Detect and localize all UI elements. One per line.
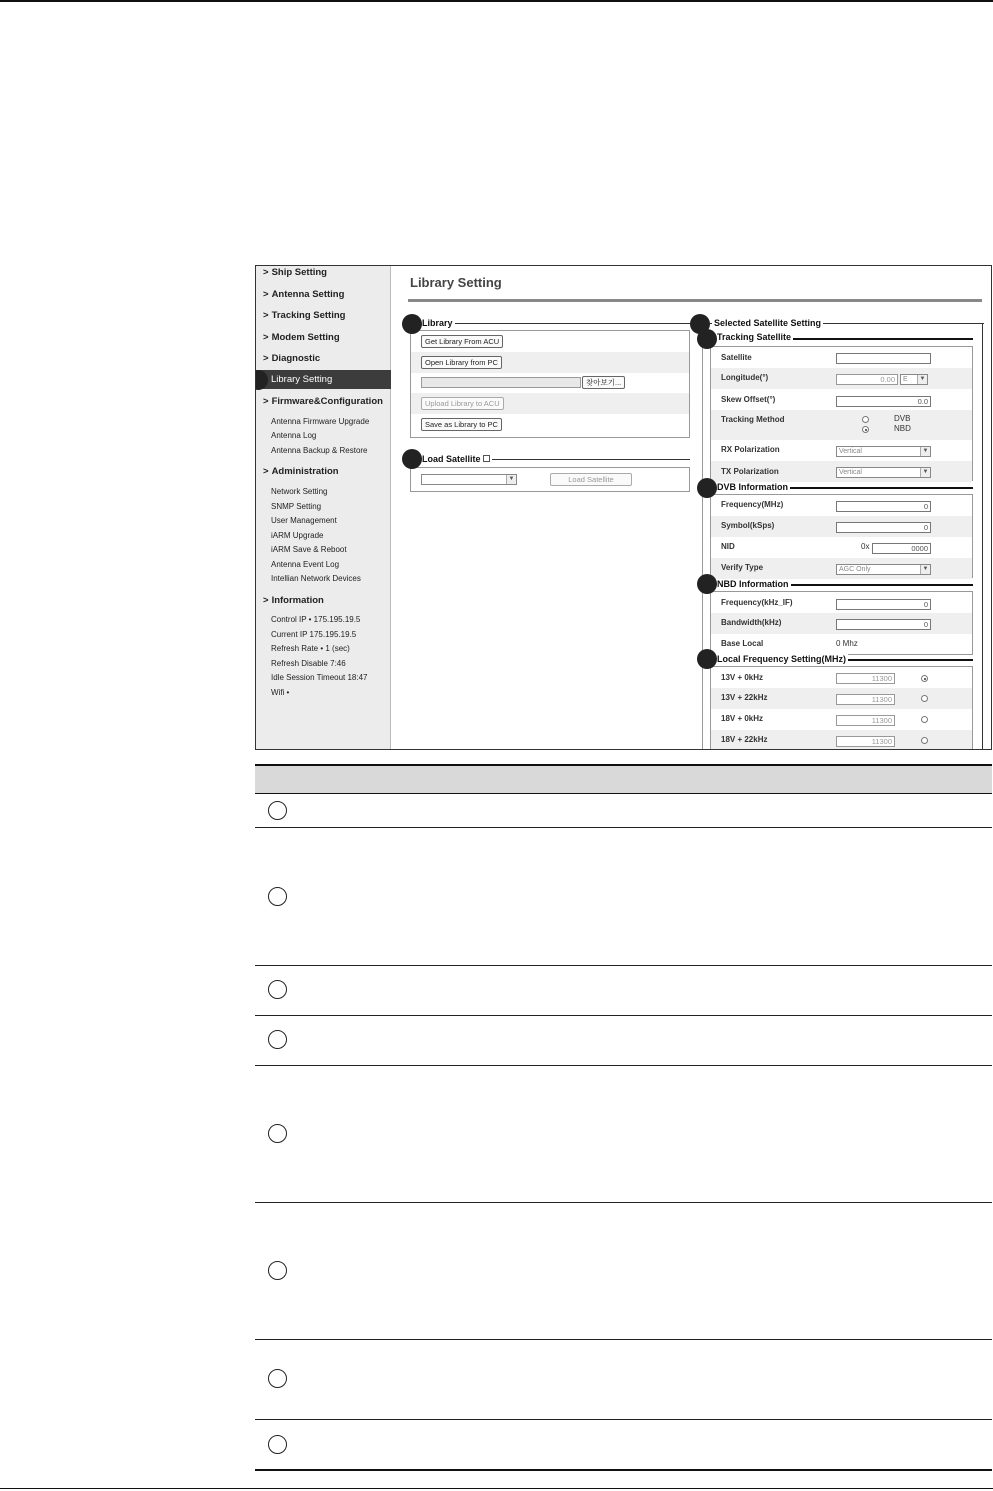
tx-polarization-label: TX Polarization bbox=[721, 467, 779, 476]
open-library-button[interactable]: Open Library from PC bbox=[421, 356, 502, 369]
row-number-circle bbox=[268, 1261, 287, 1280]
skew-offset-label: Skew Offset(°) bbox=[721, 395, 776, 404]
dvb-row bbox=[711, 558, 972, 579]
row-number-circle bbox=[268, 980, 287, 999]
callout-marker bbox=[697, 574, 717, 594]
dvb-frequency-label: Frequency(MHz) bbox=[721, 500, 784, 509]
nav-snmp-setting[interactable]: SNMP Setting bbox=[271, 502, 322, 511]
row-number-circle bbox=[268, 1435, 287, 1454]
nbd-frequency-input[interactable]: 0 bbox=[836, 599, 931, 610]
chevron-down-icon: ▼ bbox=[920, 565, 930, 574]
chevron-right-icon: > bbox=[263, 310, 269, 321]
table-row bbox=[255, 966, 992, 1016]
lo-row-label: 18V + 0kHz bbox=[721, 714, 764, 723]
local-frequency-legend: Local Frequency Setting(MHz) bbox=[717, 654, 847, 664]
chevron-right-icon: > bbox=[263, 396, 269, 407]
chevron-right-icon: > bbox=[263, 267, 269, 278]
satellite-input[interactable] bbox=[836, 353, 931, 364]
lo-row bbox=[711, 688, 972, 709]
tracking-row bbox=[711, 440, 972, 461]
info-current-ip: Current IP 175.195.19.5 bbox=[271, 630, 357, 639]
satellite-select[interactable] bbox=[421, 474, 517, 485]
callout-marker bbox=[402, 314, 422, 334]
nav-iarm-save-reboot[interactable]: iARM Save & Reboot bbox=[271, 545, 347, 554]
library-row bbox=[411, 393, 689, 414]
verify-type-select[interactable]: AGC Only ▼ bbox=[836, 564, 931, 575]
dvb-symbol-input[interactable]: 0 bbox=[836, 522, 931, 533]
tracking-row bbox=[711, 461, 972, 482]
upload-library-button[interactable]: Upload Library to ACU bbox=[421, 397, 504, 410]
nav-iarm-upgrade[interactable]: iARM Upgrade bbox=[271, 531, 324, 540]
lo-select-radio[interactable] bbox=[921, 675, 928, 682]
longitude-direction-select[interactable]: E ▼ bbox=[900, 374, 928, 385]
chevron-right-icon: > bbox=[263, 289, 269, 300]
skew-offset-input[interactable]: 0.0 bbox=[836, 396, 931, 407]
nbd-box bbox=[710, 591, 973, 655]
lo-select-radio[interactable] bbox=[921, 695, 928, 702]
dvb-box bbox=[710, 494, 973, 578]
load-satellite-legend: Load Satellite bbox=[420, 454, 492, 464]
selected-left-border bbox=[702, 337, 703, 749]
callout-marker bbox=[697, 478, 717, 498]
nav-administration[interactable]: > Administration bbox=[263, 466, 339, 477]
library-file-input[interactable] bbox=[421, 377, 581, 388]
nbd-frequency-label: Frequency(kHz_IF) bbox=[721, 598, 793, 607]
library-legend: Library bbox=[422, 318, 453, 328]
callout-marker bbox=[697, 329, 717, 349]
row-number-circle bbox=[268, 887, 287, 906]
nbd-information-legend: NBD Information bbox=[717, 579, 789, 589]
library-row bbox=[411, 352, 689, 373]
lo-row bbox=[711, 730, 972, 750]
get-library-button[interactable]: Get Library From ACU bbox=[421, 335, 503, 348]
page-top-rule bbox=[0, 0, 993, 2]
verify-type-label: Verify Type bbox=[721, 563, 764, 572]
dvb-row bbox=[711, 516, 972, 537]
longitude-input[interactable]: 0.00 bbox=[836, 374, 898, 385]
nav-network-setting[interactable]: Network Setting bbox=[271, 487, 328, 496]
row-number-circle bbox=[268, 801, 287, 820]
lo-value-input[interactable]: 11300 bbox=[836, 736, 895, 747]
lo-row-label: 13V + 0kHz bbox=[721, 673, 764, 682]
tracking-box bbox=[710, 346, 973, 481]
dvb-row bbox=[711, 495, 972, 516]
callout-marker bbox=[402, 449, 422, 469]
base-local-value: 0 Mhz bbox=[836, 639, 858, 648]
lo-value-input[interactable]: 11300 bbox=[836, 715, 895, 726]
nav-diagnostic[interactable]: > Diagnostic bbox=[263, 353, 321, 364]
chevron-right-icon: > bbox=[263, 595, 269, 606]
selected-satellite-legend: Selected Satellite Setting bbox=[714, 318, 822, 328]
nbd-row bbox=[711, 613, 972, 634]
nav-library-setting[interactable]: Library Setting bbox=[256, 370, 391, 389]
lo-select-radio[interactable] bbox=[921, 716, 928, 723]
page-title: Library Setting bbox=[410, 275, 502, 290]
lo-row bbox=[711, 667, 972, 688]
sidebar bbox=[256, 266, 391, 749]
table-row bbox=[255, 1420, 992, 1471]
nav-modem-setting[interactable]: > Modem Setting bbox=[263, 332, 340, 343]
callout-marker bbox=[697, 649, 717, 669]
nav-intellian-network-devices[interactable]: Intellian Network Devices bbox=[271, 574, 361, 583]
method-dvb-label: DVB bbox=[894, 414, 911, 423]
method-nbd-label: NBD bbox=[894, 424, 911, 433]
info-refresh-disable: Refresh Disable 7:46 bbox=[271, 659, 346, 668]
lo-select-radio[interactable] bbox=[921, 737, 928, 744]
nid-prefix: 0x bbox=[861, 542, 870, 551]
info-wifi: Wifi • bbox=[271, 688, 290, 697]
library-row bbox=[411, 414, 689, 435]
satellite-label: Satellite bbox=[721, 353, 752, 362]
tx-polarization-select[interactable]: Vertical ▼ bbox=[836, 467, 931, 478]
chevron-down-icon: ▼ bbox=[920, 468, 930, 477]
main-panel bbox=[392, 266, 992, 749]
tracking-method-label: Tracking Method bbox=[721, 415, 785, 424]
title-divider bbox=[408, 299, 982, 302]
nav-information[interactable]: > Information bbox=[263, 595, 324, 606]
nav-firmware-configuration[interactable]: > Firmware&Configuration bbox=[263, 396, 383, 407]
table-header bbox=[255, 764, 992, 794]
nav-antenna-backup-restore[interactable]: Antenna Backup & Restore bbox=[271, 446, 368, 455]
tracking-satellite-legend: Tracking Satellite bbox=[717, 332, 792, 342]
lo-row bbox=[711, 709, 972, 730]
chevron-down-icon: ▼ bbox=[506, 475, 516, 484]
tracking-row bbox=[711, 389, 972, 410]
table-row bbox=[255, 1203, 992, 1340]
nav-antenna-event-log[interactable]: Antenna Event Log bbox=[271, 560, 340, 569]
lo-box bbox=[710, 666, 973, 750]
load-satellite-button[interactable]: Load Satellite bbox=[550, 473, 632, 486]
nbd-row bbox=[711, 592, 972, 613]
load-satellite-box bbox=[410, 467, 690, 492]
table-row bbox=[255, 828, 992, 966]
dvb-row bbox=[711, 537, 972, 558]
table-row bbox=[255, 1340, 992, 1420]
chevron-right-icon: > bbox=[263, 353, 269, 364]
nav-ship-setting[interactable]: > Ship Setting bbox=[263, 267, 327, 278]
table-row bbox=[255, 794, 992, 828]
tracking-row bbox=[711, 410, 972, 440]
nav-tracking-setting[interactable]: > Tracking Setting bbox=[263, 310, 346, 321]
load-satellite-checkbox[interactable] bbox=[483, 455, 490, 462]
lo-row-label: 13V + 22kHz bbox=[721, 693, 768, 702]
nav-antenna-log[interactable]: Antenna Log bbox=[271, 431, 317, 440]
rx-polarization-label: RX Polarization bbox=[721, 445, 780, 454]
nav-user-management[interactable]: User Management bbox=[271, 516, 337, 525]
chevron-down-icon: ▼ bbox=[920, 447, 930, 456]
lo-value-input[interactable]: 11300 bbox=[836, 673, 895, 684]
lo-row-label: 18V + 22kHz bbox=[721, 735, 768, 744]
nid-label: NID bbox=[721, 542, 735, 551]
row-number-circle bbox=[268, 1030, 287, 1049]
method-dvb-radio[interactable] bbox=[862, 416, 869, 423]
bandwidth-input[interactable]: 0 bbox=[836, 619, 931, 630]
base-local-label: Base Local bbox=[721, 639, 764, 648]
library-setting-screenshot bbox=[255, 265, 992, 750]
library-row bbox=[411, 373, 689, 393]
tracking-row bbox=[711, 347, 972, 368]
chevron-down-icon: ▼ bbox=[917, 375, 927, 384]
dvb-frequency-input[interactable]: 0 bbox=[836, 501, 931, 512]
tracking-row bbox=[711, 368, 972, 389]
table-row bbox=[255, 1016, 992, 1066]
info-idle-session-timeout: Idle Session Timeout 18:47 bbox=[271, 673, 368, 682]
library-box bbox=[410, 330, 690, 438]
dvb-symbol-label: Symbol(kSps) bbox=[721, 521, 775, 530]
nav-antenna-setting[interactable]: > Antenna Setting bbox=[263, 289, 345, 300]
selected-right-border bbox=[982, 323, 983, 749]
nid-input[interactable]: 0000 bbox=[872, 543, 931, 554]
method-nbd-radio[interactable] bbox=[862, 426, 869, 433]
longitude-label: Longitude(°) bbox=[721, 373, 769, 382]
browse-button[interactable]: 찾아보기... bbox=[582, 376, 625, 389]
chevron-right-icon: > bbox=[263, 466, 269, 477]
dvb-information-legend: DVB Information bbox=[717, 482, 788, 492]
info-refresh-rate: Refresh Rate • 1 (sec) bbox=[271, 644, 350, 653]
page-bottom-rule bbox=[0, 1488, 993, 1489]
library-row bbox=[411, 331, 689, 352]
row-number-circle bbox=[268, 1124, 287, 1143]
table-row bbox=[255, 1066, 992, 1203]
nbd-row bbox=[711, 634, 972, 655]
save-library-button[interactable]: Save as Library to PC bbox=[421, 418, 502, 431]
bandwidth-label: Bandwidth(kHz) bbox=[721, 618, 782, 627]
nav-antenna-firmware-upgrade[interactable]: Antenna Firmware Upgrade bbox=[271, 417, 370, 426]
info-control-ip: Control IP • 175.195.19.5 bbox=[271, 615, 361, 624]
rx-polarization-select[interactable]: Vertical ▼ bbox=[836, 446, 931, 457]
chevron-right-icon: > bbox=[263, 332, 269, 343]
row-number-circle bbox=[268, 1369, 287, 1388]
lo-value-input[interactable]: 11300 bbox=[836, 694, 895, 705]
